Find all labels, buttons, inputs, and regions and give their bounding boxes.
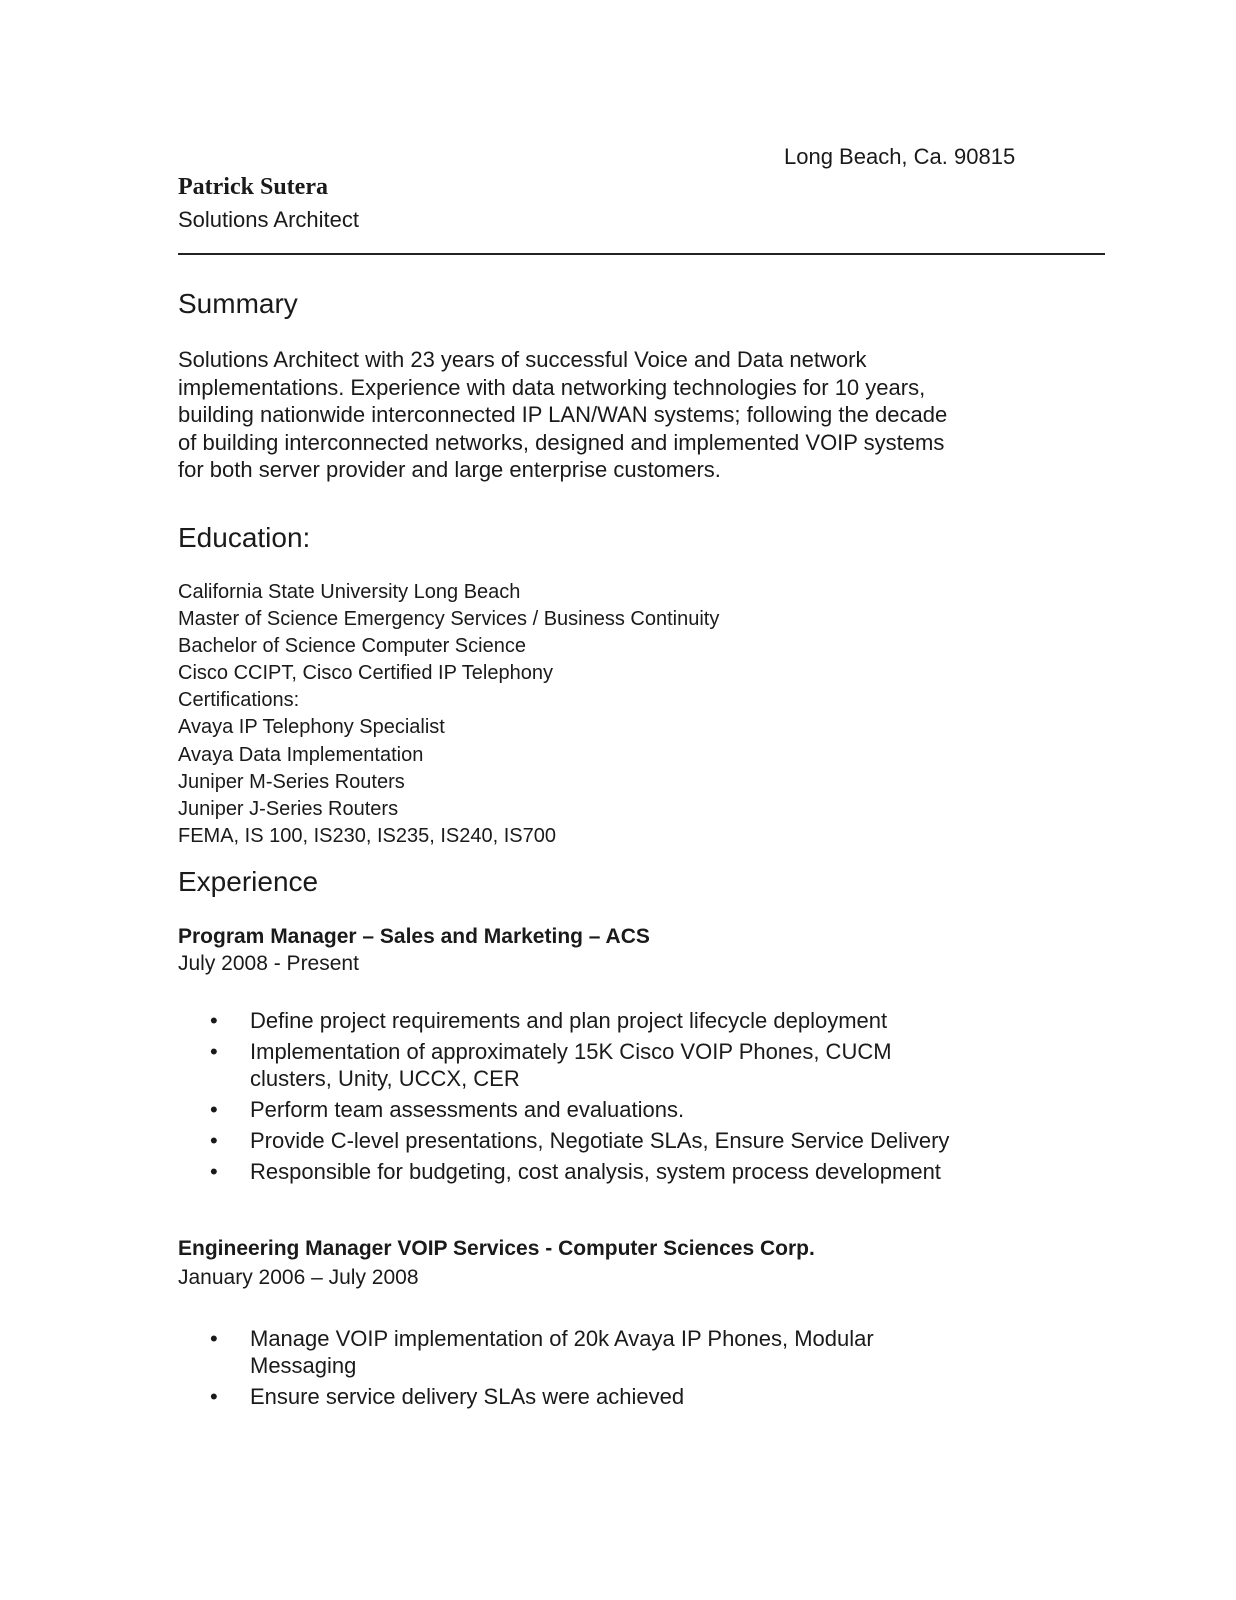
bullet-icon: • bbox=[210, 1128, 218, 1153]
summary-text bbox=[178, 346, 1058, 484]
job-bullets bbox=[210, 1325, 874, 1410]
education-heading: Education: bbox=[178, 522, 311, 553]
summary-line: of building interconnected networks, designed and implemented VOIP systems bbox=[178, 429, 945, 455]
summary-line: building nationwide interconnected IP LAN/WAN systems; following the decade bbox=[178, 402, 948, 427]
education-item: Master of Science Emergency Services / Business Continuity bbox=[178, 608, 720, 631]
job-bullets bbox=[210, 1007, 949, 1185]
bullet-icon: • bbox=[210, 1326, 218, 1351]
education-item: Juniper J-Series Routers bbox=[178, 797, 399, 820]
bullet-icon: • bbox=[210, 1159, 218, 1184]
bullet-item: • Manage VOIP implementation of 20k Avaya IP Phones, Modular Messaging bbox=[210, 1326, 874, 1378]
summary-heading: Summary bbox=[178, 288, 298, 319]
candidate-name: Patrick Sutera bbox=[178, 174, 328, 200]
education-list bbox=[178, 579, 719, 850]
summary-line: Solutions Architect with 23 years of successful Voice and Data network bbox=[178, 347, 867, 372]
education-item: Avaya Data Implementation bbox=[178, 743, 424, 766]
bullet-item: • Responsible for budgeting, cost analysis, system process development bbox=[210, 1159, 941, 1184]
education-item: Cisco CCIPT, Cisco Certified IP Telephony bbox=[178, 662, 553, 685]
header-divider bbox=[178, 253, 1105, 255]
job-title: Program Manager – Sales and Marketing – ACS bbox=[178, 925, 650, 948]
summary-line: for both server provider and large enterprise customers. bbox=[178, 457, 721, 482]
bullet-item: • Perform team assessments and evaluations. bbox=[210, 1097, 685, 1122]
job-dates: January 2006 – July 2008 bbox=[178, 1266, 419, 1289]
bullet-item: • Define project requirements and plan project lifecycle deployment bbox=[210, 1008, 888, 1033]
bullet-icon: • bbox=[210, 1039, 218, 1064]
bullet-icon: • bbox=[210, 1384, 218, 1409]
bullet-item: • Implementation of approximately 15K Cisco VOIP Phones, CUCM clusters, Unity, UCCX, CER bbox=[210, 1039, 892, 1091]
bullet-item: • Provide C-level presentations, Negotiate SLAs, Ensure Service Delivery bbox=[210, 1128, 950, 1153]
education-item: California State University Long Beach bbox=[178, 581, 521, 603]
education-item: Bachelor of Science Computer Science bbox=[178, 635, 526, 658]
education-item: Avaya IP Telephony Specialist bbox=[178, 716, 445, 739]
bullet-icon: • bbox=[210, 1008, 218, 1033]
summary-line: implementations. Experience with data networking technologies for 10 years, bbox=[178, 374, 926, 400]
education-item: Certifications: bbox=[178, 689, 300, 712]
address: Long Beach, Ca. 90815 bbox=[784, 144, 1016, 169]
job-dates: July 2008 - Present bbox=[178, 952, 359, 975]
experience-heading: Experience bbox=[178, 866, 319, 897]
education-item: FEMA, IS 100, IS230, IS235, IS240, IS700 bbox=[178, 824, 557, 847]
bullet-item: • Ensure service delivery SLAs were achieved bbox=[210, 1384, 685, 1409]
candidate-role: Solutions Architect bbox=[178, 207, 359, 232]
education-item: Juniper M-Series Routers bbox=[178, 770, 405, 793]
job-title: Engineering Manager VOIP Services - Computer Sciences Corp. bbox=[178, 1237, 815, 1260]
bullet-icon: • bbox=[210, 1097, 218, 1122]
